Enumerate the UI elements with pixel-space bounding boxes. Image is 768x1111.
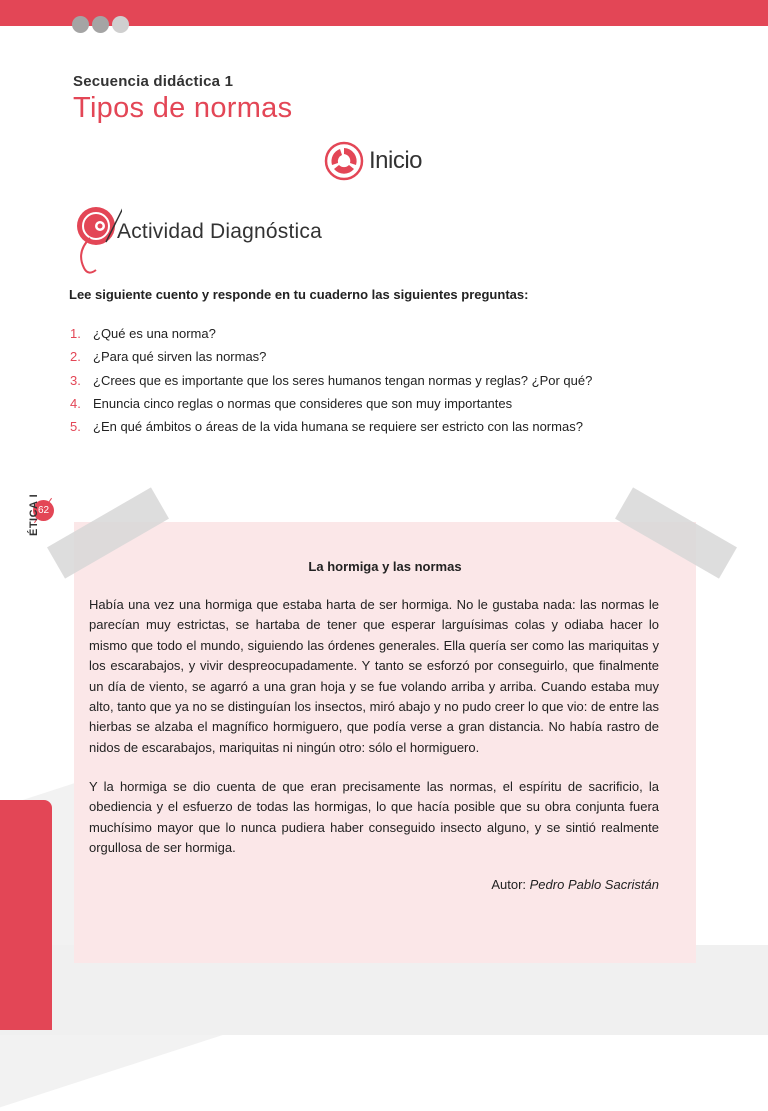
list-item (70, 419, 592, 442)
target-icon (70, 200, 122, 280)
dot-icon (72, 16, 89, 33)
question-list (70, 326, 592, 442)
sequence-label: Secuencia didáctica 1 (73, 73, 234, 90)
story-paragraph: Y la hormiga se dio cuenta de que eran precisamente las normas, el espíritu de sacrificio, la obediencia y el esfuerzo de todas las hormigas, lo que hacía posible que su obra conjunta fuera muchísimo mayor que lo nunca pudiera haber conseguido insecto alguno, y se sintió realmente orgullosa de ser hormiga. (89, 779, 659, 856)
story-card (74, 522, 696, 963)
activity-heading (70, 200, 322, 285)
story-title: La hormiga y las normas (308, 559, 462, 574)
subject-label: ÉTICA I (28, 493, 40, 536)
section-label: Inicio (369, 147, 423, 174)
decorative-red-tab (0, 800, 52, 1030)
instructions: Lee siguiente cuento y responde en tu cuaderno las siguientes preguntas: (69, 287, 529, 302)
question-text: ¿Qué es una norma? (93, 326, 216, 341)
list-number: 4. (70, 395, 81, 411)
cycle-icon (323, 140, 365, 182)
page-title: Tipos de normas (73, 92, 293, 124)
list-item (70, 373, 592, 396)
section-heading (323, 140, 422, 182)
activity-label: Actividad Diagnóstica (117, 220, 322, 243)
dot-icon (92, 16, 109, 33)
list-number: 5. (70, 419, 81, 435)
page-number-badge: 62 (33, 500, 54, 521)
list-number: 3. (70, 372, 81, 388)
list-item (70, 326, 592, 349)
question-text: ¿En qué ámbitos o áreas de la vida humana se requiere ser estricto con las normas? (93, 419, 583, 435)
list-item (70, 396, 592, 419)
list-number: 2. (70, 349, 81, 365)
dot-icon (112, 16, 129, 33)
question-text: ¿Crees que es importante que los seres humanos tengan normas y reglas? ¿Por qué? (93, 372, 593, 388)
story-paragraph: Había una vez una hormiga que estaba harta de ser hormiga. No le gustaba nada: las normas le parecían muy estrictas, se hartaba de tener que esperar larguísimas colas y odiaba hacer lo mismo que todo el mundo, siguiendo las órdenes generales. Ella quería ser como las mariquitas y los escarabajos, y vivir despreocupadamente. Y tanto se esforzó por conseguirlo, que finalmente un día de viento, se agarró a una gran hoja y se fue volando arriba y arriba. Cuando estaba muy alto, tanto que ya no se distinguían los insectos, miró abajo y no pudo creer lo que vio: de entre las hierbas se alzaba el magnífico hormiguero, que podía verse a gran distancia. No había rastro de nidos de escarabajos, mariquitas ni ningún otro: sólo el hormiguero. (89, 597, 659, 755)
list-number: 1. (70, 326, 81, 341)
question-text: Enuncia cinco reglas o normas que consideres que son muy importantes (93, 395, 513, 411)
author-name: Pedro Pablo Sacristán (529, 877, 659, 892)
author-label: Autor: (491, 877, 527, 892)
list-item (70, 349, 592, 372)
decorative-dots (72, 16, 129, 33)
story-author (491, 877, 659, 892)
question-text: ¿Para qué sirven las normas? (93, 349, 267, 365)
